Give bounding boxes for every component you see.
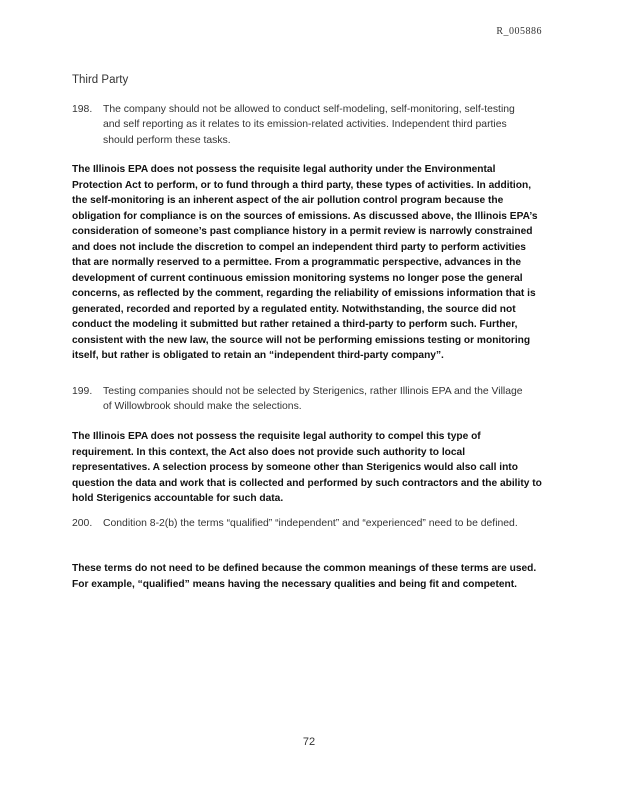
- comment-text: Condition 8-2(b) the terms “qualified” “independent” and “experienced” need to be defined.: [103, 518, 518, 529]
- section-heading: Third Party: [72, 74, 129, 86]
- page-number: 72: [302, 736, 316, 748]
- comment-text: Testing companies should not be selected by Sterigenics, rather Illinois EPA and the Village of Willowbrook should make the selections.: [103, 386, 523, 413]
- response-199: The Illinois EPA does not possess the requisite legal authority to compel this type of requirement. In this context, the Act also does not provide such authority to local representatives. A selection process by someone other than Sterigenics would also call into question the data and work that is collected and performed by such contractors and the ability to hold Sterigenics accountable for such data.: [72, 431, 542, 504]
- comment-text: The company should not be allowed to conduct self-modeling, self-monitoring, self-testing and self reporting as it relates to its emission-related activities. Independent third parties should perform these tasks.: [103, 104, 515, 146]
- comment-number: 200.: [72, 518, 93, 529]
- comment-199: [72, 384, 524, 415]
- bates-number: R_005886: [496, 26, 542, 37]
- comment-number: 198.: [72, 104, 93, 115]
- response-198: The Illinois EPA does not possess the requisite legal authority under the Environmental Protection Act to perform, or to fund through a third party, these types of activities. In addition, the self-monitoring is an inherent aspect of the air pollution control program because the obligation for compliance is on the sources of emissions. As discussed above, the Illinois EPA’s consideration of someone’s past compliance history in a permit review is narrowly constrained and does not include the discretion to compel an independent third party to perform activities that are normally reserved to a permittee. From a programmatic perspective, advances in the development of current continuous emission monitoring systems no longer pose the general concerns, as reflected by the comment, regarding the reliability of emissions information that is generated, recorded and reported by a regulated entity. Notwithstanding, the source did not conduct the modeling it submitted but rather retained a third-party to perform such. Further, consistent with the new law, the source will not be performing emissions testing or monitoring itself, but rather is obligated to retain an “independent third-party company”.: [72, 164, 538, 361]
- comment-200: [72, 516, 524, 531]
- response-200: These terms do not need to be defined because the common meanings of these terms are used. For example, “qualified” means having the necessary qualities and being fit and competent.: [72, 563, 537, 590]
- comment-number: 199.: [72, 386, 93, 397]
- comment-198: [72, 102, 524, 148]
